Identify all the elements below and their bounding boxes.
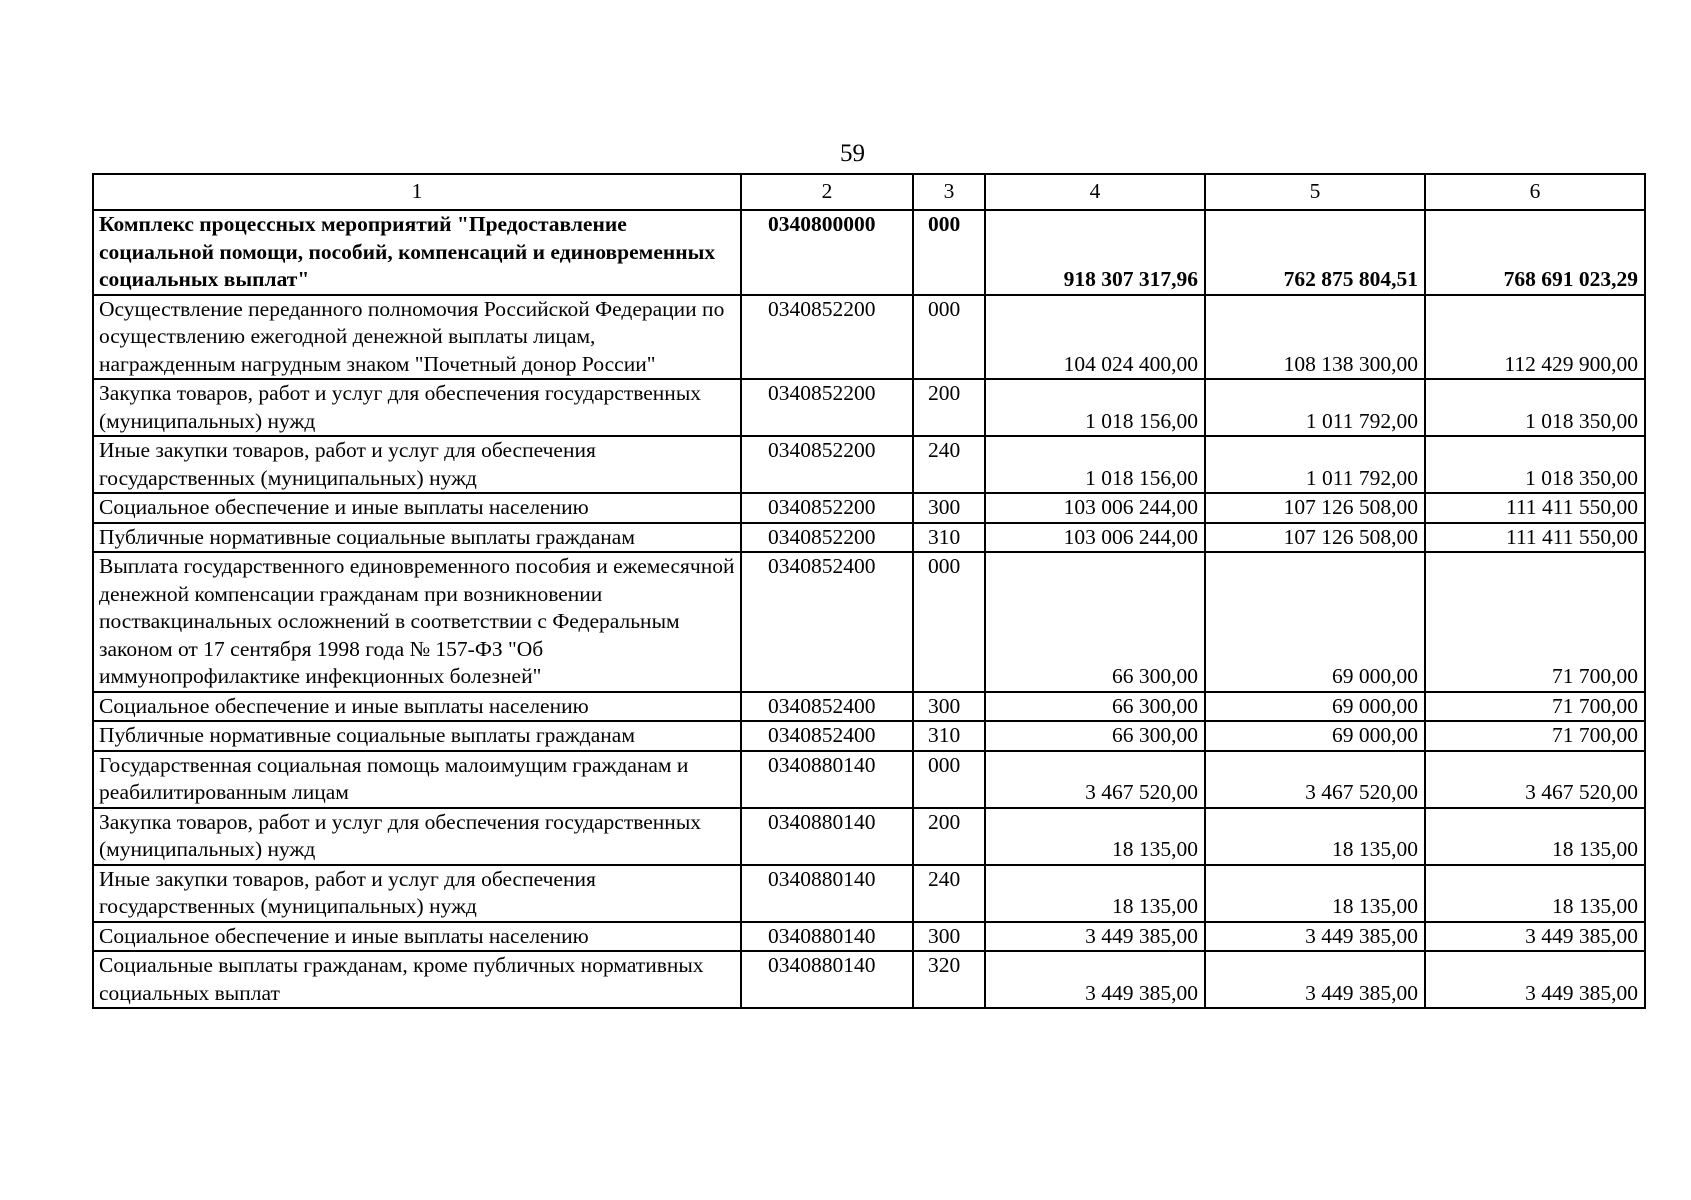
row-name-cell: Осуществление переданного полномочия Российской Федерации по осуществлению ежегодной денежной выплаты лицам, награжденным нагрудным знаком "Почетный донор России" [93,295,741,380]
row-kvr-cell: 000 [913,210,985,295]
row-code-cell: 0340852200 [741,436,913,493]
header-cell-6: 6 [1425,174,1645,210]
row-code-cell: 0340852200 [741,295,913,380]
row-value-2027-cell: 18 135,00 [1425,865,1645,922]
row-name-cell: Иные закупки товаров, работ и услуг для обеспечения государственных (муниципальных) нужд [93,436,741,493]
row-value-2026-cell: 69 000,00 [1205,721,1425,751]
row-name-cell: Государственная социальная помощь малоимущим гражданам и реабилитированным лицам [93,751,741,808]
row-value-2026-cell: 69 000,00 [1205,692,1425,722]
row-value-2025-cell: 103 006 244,00 [985,523,1205,553]
row-value-2027-cell: 111 411 550,00 [1425,523,1645,553]
row-name-cell: Социальное обеспечение и иные выплаты населению [93,922,741,952]
row-kvr-cell: 300 [913,493,985,523]
budget-table-body [93,174,1645,1008]
row-code-cell: 0340852400 [741,552,913,692]
header-cell-5: 5 [1205,174,1425,210]
row-kvr-cell: 000 [913,751,985,808]
row-value-2025-cell: 103 006 244,00 [985,493,1205,523]
table-row [93,808,1645,865]
row-name-cell: Закупка товаров, работ и услуг для обеспечения государственных (муниципальных) нужд [93,379,741,436]
row-value-2026-cell: 1 011 792,00 [1205,436,1425,493]
row-name-cell: Иные закупки товаров, работ и услуг для обеспечения государственных (муниципальных) нужд [93,865,741,922]
table-row [93,865,1645,922]
row-value-2025-cell: 918 307 317,96 [985,210,1205,295]
row-kvr-cell: 310 [913,721,985,751]
row-code-cell: 0340852200 [741,523,913,553]
row-value-2027-cell: 768 691 023,29 [1425,210,1645,295]
row-value-2027-cell: 3 449 385,00 [1425,951,1645,1008]
table-row [93,922,1645,952]
row-value-2026-cell: 18 135,00 [1205,808,1425,865]
row-value-2027-cell: 111 411 550,00 [1425,493,1645,523]
row-value-2025-cell: 66 300,00 [985,721,1205,751]
table-row [93,379,1645,436]
header-cell-2: 2 [741,174,913,210]
row-name-cell: Социальное обеспечение и иные выплаты населению [93,692,741,722]
header-cell-4: 4 [985,174,1205,210]
table-row [93,295,1645,380]
table-row [93,552,1645,692]
row-value-2025-cell: 1 018 156,00 [985,436,1205,493]
row-kvr-cell: 320 [913,951,985,1008]
row-name-cell: Комплекс процессных мероприятий "Предоставление социальной помощи, пособий, компенсаций и единовременных социальных выплат" [93,210,741,295]
row-kvr-cell: 000 [913,552,985,692]
row-value-2025-cell: 3 467 520,00 [985,751,1205,808]
row-value-2025-cell: 1 018 156,00 [985,379,1205,436]
row-kvr-cell: 310 [913,523,985,553]
budget-table [92,173,1646,1009]
row-name-cell: Публичные нормативные социальные выплаты гражданам [93,721,741,751]
row-value-2025-cell: 3 449 385,00 [985,922,1205,952]
row-kvr-cell: 200 [913,808,985,865]
row-code-cell: 0340880140 [741,808,913,865]
row-code-cell: 0340800000 [741,210,913,295]
row-value-2027-cell: 71 700,00 [1425,721,1645,751]
row-kvr-cell: 240 [913,436,985,493]
row-value-2027-cell: 1 018 350,00 [1425,379,1645,436]
row-value-2025-cell: 18 135,00 [985,865,1205,922]
header-cell-3: 3 [913,174,985,210]
table-row [93,493,1645,523]
row-name-cell: Выплата государственного единовременного пособия и ежемесячной денежной компенсации гражданам при возникновении поствакцинальных осложнений в соответствии с Федеральным законом от 17 сентября 1998 года № 157-ФЗ "Об иммунопрофилактике инфекционных болезней" [93,552,741,692]
row-code-cell: 0340880140 [741,951,913,1008]
row-code-cell: 0340852200 [741,379,913,436]
row-code-cell: 0340852200 [741,493,913,523]
row-value-2027-cell: 1 018 350,00 [1425,436,1645,493]
table-row [93,751,1645,808]
row-value-2025-cell: 66 300,00 [985,692,1205,722]
table-row [93,951,1645,1008]
row-value-2025-cell: 66 300,00 [985,552,1205,692]
header-row [93,174,1645,210]
row-value-2026-cell: 3 449 385,00 [1205,951,1425,1008]
table-row [93,523,1645,553]
row-value-2026-cell: 3 449 385,00 [1205,922,1425,952]
table-row [93,436,1645,493]
row-code-cell: 0340880140 [741,865,913,922]
row-value-2026-cell: 18 135,00 [1205,865,1425,922]
row-value-2025-cell: 3 449 385,00 [985,951,1205,1008]
row-kvr-cell: 000 [913,295,985,380]
row-code-cell: 0340852400 [741,721,913,751]
row-code-cell: 0340880140 [741,751,913,808]
row-value-2026-cell: 3 467 520,00 [1205,751,1425,808]
row-value-2027-cell: 3 467 520,00 [1425,751,1645,808]
row-code-cell: 0340852400 [741,692,913,722]
row-value-2027-cell: 18 135,00 [1425,808,1645,865]
row-value-2026-cell: 762 875 804,51 [1205,210,1425,295]
row-value-2026-cell: 107 126 508,00 [1205,493,1425,523]
row-kvr-cell: 200 [913,379,985,436]
header-cell-1: 1 [93,174,741,210]
row-value-2027-cell: 112 429 900,00 [1425,295,1645,380]
row-name-cell: Закупка товаров, работ и услуг для обеспечения государственных (муниципальных) нужд [93,808,741,865]
row-value-2025-cell: 18 135,00 [985,808,1205,865]
row-name-cell: Социальные выплаты гражданам, кроме публичных нормативных социальных выплат [93,951,741,1008]
table-row [93,692,1645,722]
table-row [93,721,1645,751]
page-number: 59 [840,140,865,167]
row-value-2026-cell: 69 000,00 [1205,552,1425,692]
row-kvr-cell: 240 [913,865,985,922]
row-kvr-cell: 300 [913,922,985,952]
row-value-2026-cell: 108 138 300,00 [1205,295,1425,380]
row-name-cell: Социальное обеспечение и иные выплаты населению [93,493,741,523]
row-value-2026-cell: 1 011 792,00 [1205,379,1425,436]
table-row [93,210,1645,295]
row-value-2026-cell: 107 126 508,00 [1205,523,1425,553]
row-value-2027-cell: 3 449 385,00 [1425,922,1645,952]
row-value-2027-cell: 71 700,00 [1425,552,1645,692]
row-kvr-cell: 300 [913,692,985,722]
row-code-cell: 0340880140 [741,922,913,952]
row-value-2027-cell: 71 700,00 [1425,692,1645,722]
row-value-2025-cell: 104 024 400,00 [985,295,1205,380]
row-name-cell: Публичные нормативные социальные выплаты гражданам [93,523,741,553]
